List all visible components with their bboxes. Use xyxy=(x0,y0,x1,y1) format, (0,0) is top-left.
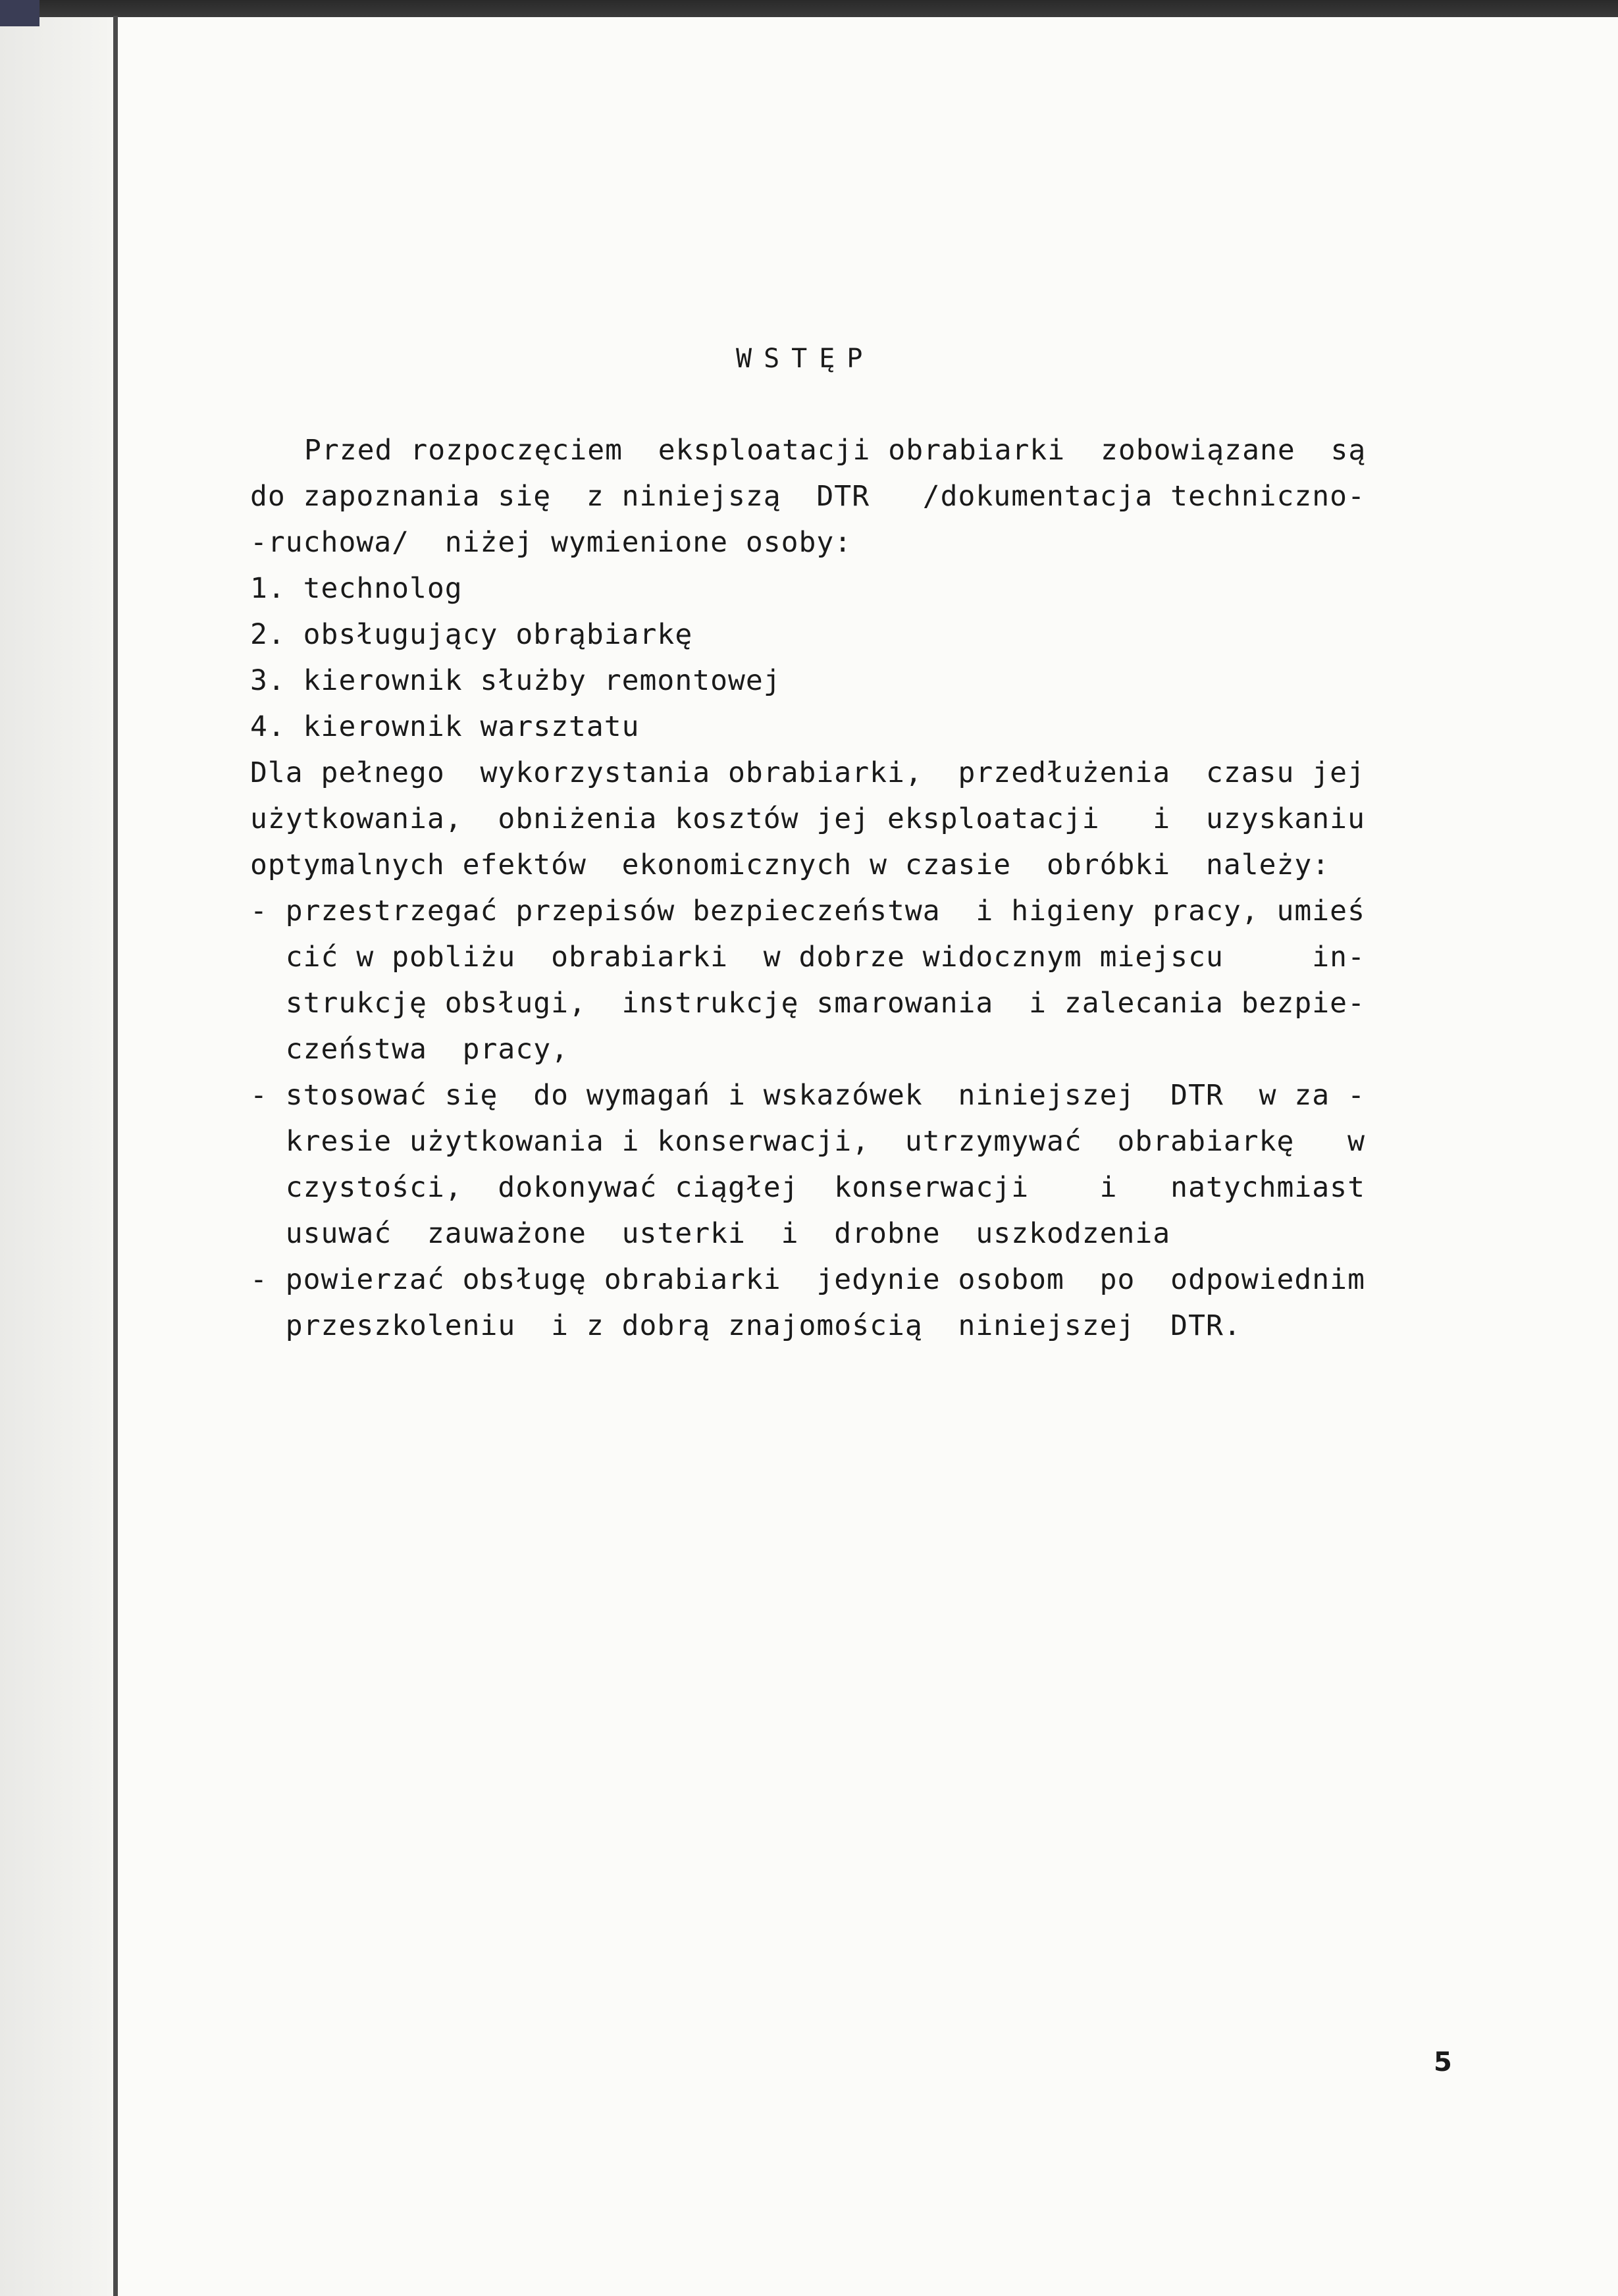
bullet-line-6: kresie użytkowania i konserwacji, utrzymywać obrabiarkę w xyxy=(250,1125,1365,1158)
list-item-1: 1. technolog xyxy=(250,572,463,605)
paragraph-line-3: -ruchowa/ niżej wymienione osoby: xyxy=(250,526,852,559)
bullet-line-3: strukcję obsługi, instrukcję smarowania i zalecania bezpie- xyxy=(250,987,1365,1020)
bullet-line-5: - stosować się do wymagań i wskazówek niniejszej DTR w za - xyxy=(250,1079,1365,1112)
paragraph-line-1: Przed rozpoczęciem eksploatacji obrabiarki zobowiązane są xyxy=(304,434,1367,467)
document-title: WSTĘP xyxy=(736,344,875,374)
bullet-line-7: czystości, dokonywać ciągłej konserwacji i natychmiast xyxy=(250,1171,1365,1204)
paragraph-line-5: użytkowania, obniżenia kosztów jej eksploatacji i uzyskaniu xyxy=(250,802,1365,835)
scan-top-border xyxy=(0,0,1618,17)
list-item-3: 3. kierownik służby remontowej xyxy=(250,664,781,697)
scan-binding-line xyxy=(113,16,118,2296)
bullet-line-1: - przestrzegać przepisów bezpieczeństwa i higieny pracy, umieś xyxy=(250,895,1365,927)
bullet-line-8: usuwać zauważone usterki i drobne uszkodzenia xyxy=(250,1217,1171,1250)
bullet-line-9: - powierzać obsługę obrabiarki jedynie osobom po odpowiednim xyxy=(250,1263,1365,1296)
list-item-4: 4. kierownik warsztatu xyxy=(250,710,640,743)
bullet-line-10: przeszkoleniu i z dobrą znajomością niniejszej DTR. xyxy=(250,1309,1241,1342)
list-item-2: 2. obsługujący obrąbiarkę xyxy=(250,618,693,651)
scan-binding-edge xyxy=(0,0,118,2296)
bullet-line-2: cić w pobliżu obrabiarki w dobrze widocznym miejscu in- xyxy=(250,941,1365,974)
bullet-line-4: czeństwa pracy, xyxy=(250,1033,569,1066)
page-number: 5 xyxy=(1434,2047,1452,2077)
paragraph-line-4: Dla pełnego wykorzystania obrabiarki, przedłużenia czasu jej xyxy=(250,756,1365,789)
paragraph-line-6: optymalnych efektów ekonomicznych w czasie obróbki należy: xyxy=(250,848,1330,881)
scan-corner-mark xyxy=(0,0,39,26)
paragraph-line-2: do zapoznania się z niniejszą DTR /dokumentacja techniczno- xyxy=(250,480,1365,513)
